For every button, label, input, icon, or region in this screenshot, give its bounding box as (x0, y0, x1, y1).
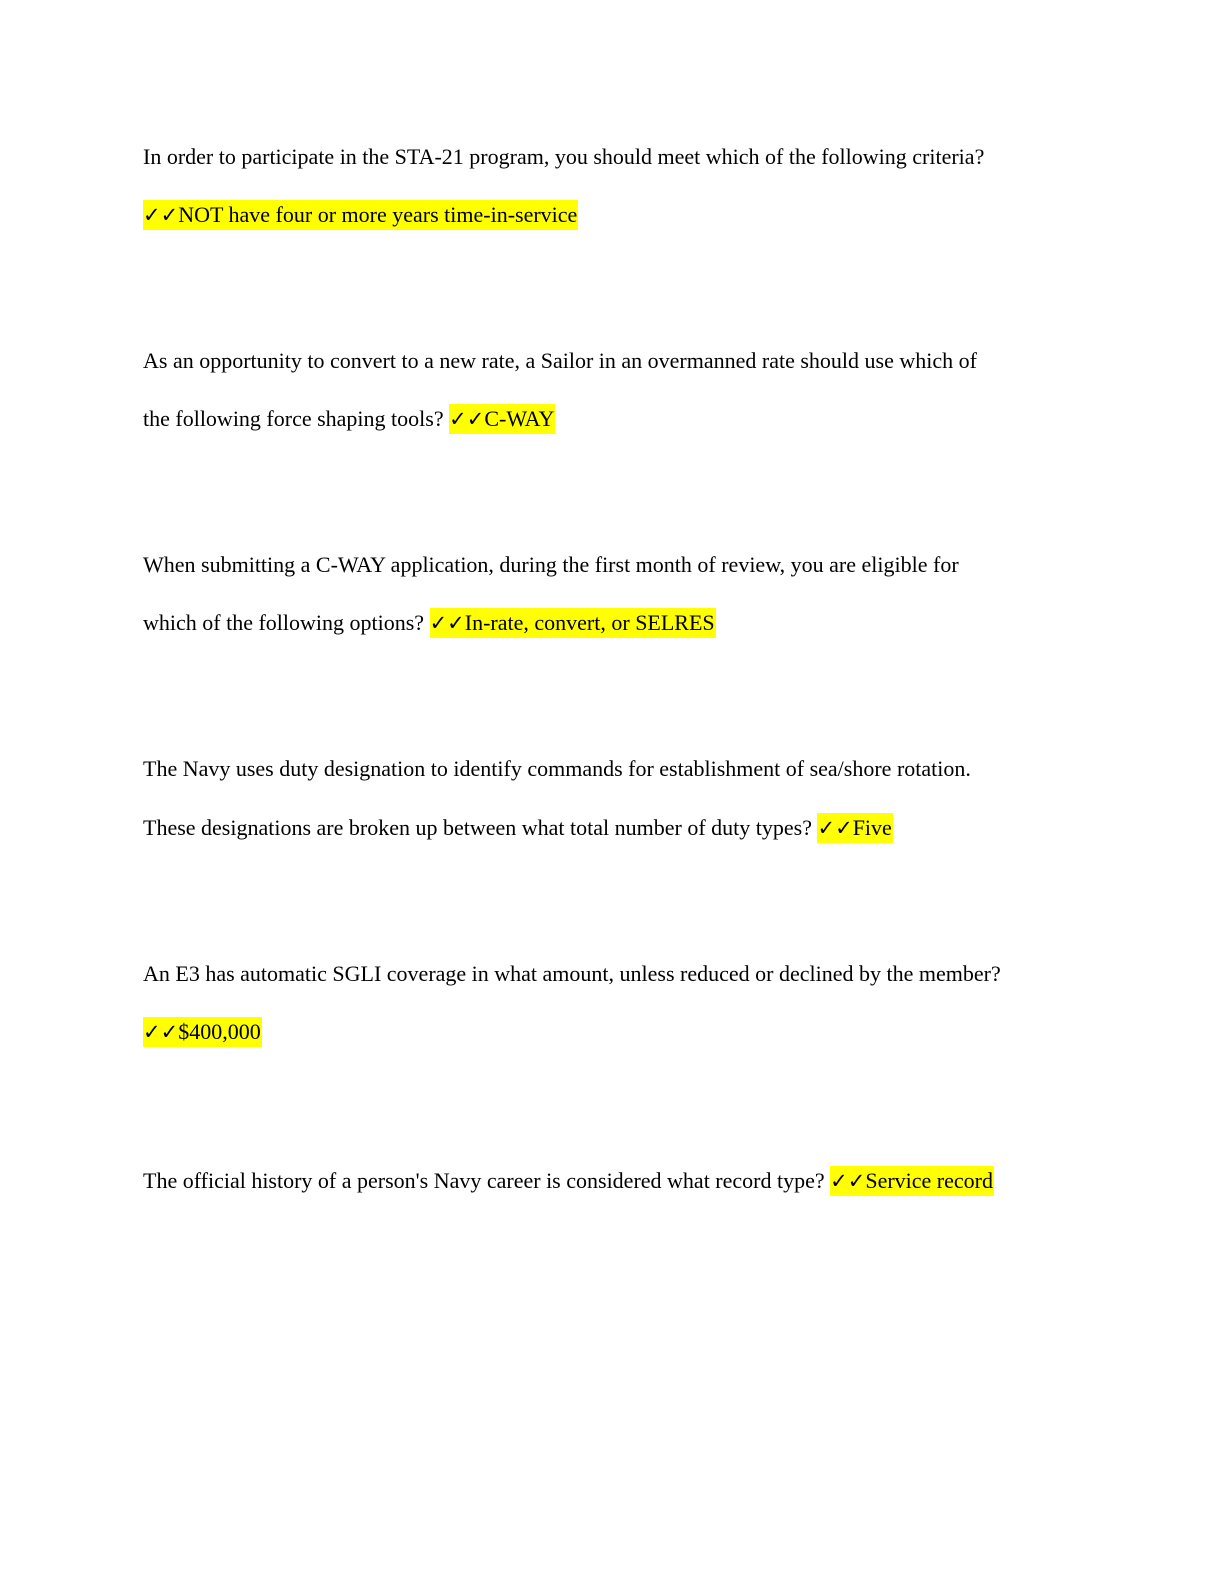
answer-3-text: In-rate, convert, or SELRES (464, 610, 715, 635)
question-4-line-1: The Navy uses duty designation to identify commands for establishment of sea/shore rotation. (143, 756, 971, 781)
answer-5-line (143, 1017, 262, 1047)
question-6-line (143, 1166, 994, 1196)
answer-3-highlight (430, 608, 716, 638)
question-3-line-2-text: which of the following options? (143, 610, 430, 635)
answer-5-highlight (143, 1017, 262, 1047)
question-2-line-2-text: the following force shaping tools? (143, 406, 450, 431)
question-6-text: The official history of a person's Navy career is considered what record type? (143, 1168, 831, 1193)
answer-5-text: $400,000 (178, 1019, 261, 1044)
double-check-icon: ✓✓ (449, 407, 485, 431)
question-2-line-2 (143, 404, 555, 434)
answer-1-text: NOT have four or more years time-in-service (178, 202, 578, 227)
double-check-icon: ✓✓ (429, 611, 465, 635)
question-2-line-1: As an opportunity to convert to a new rate, a Sailor in an overmanned rate should use which of (143, 348, 977, 373)
answer-6-highlight (830, 1166, 994, 1196)
double-check-icon: ✓✓ (830, 1169, 866, 1193)
answer-4-text: Five (852, 815, 892, 840)
answer-2-highlight (449, 404, 555, 434)
answer-1-highlight (143, 200, 578, 230)
answer-1-line (143, 200, 578, 230)
question-1-text: In order to participate in the STA-21 program, you should meet which of the following criteria? (143, 144, 985, 169)
answer-4-highlight (817, 813, 892, 843)
question-4-line-2-text: These designations are broken up between what total number of duty types? (143, 815, 818, 840)
question-3-line-2 (143, 608, 716, 638)
question-5-text: An E3 has automatic SGLI coverage in what amount, unless reduced or declined by the member? (143, 961, 1001, 986)
double-check-icon: ✓✓ (143, 203, 179, 227)
answer-2-text: C-WAY (484, 406, 555, 431)
question-3-line-1: When submitting a C-WAY application, during the first month of review, you are eligible for (143, 552, 959, 577)
double-check-icon: ✓✓ (143, 1020, 179, 1044)
question-4-line-2 (143, 813, 893, 843)
answer-6-text: Service record (865, 1168, 993, 1193)
double-check-icon: ✓✓ (817, 816, 853, 840)
